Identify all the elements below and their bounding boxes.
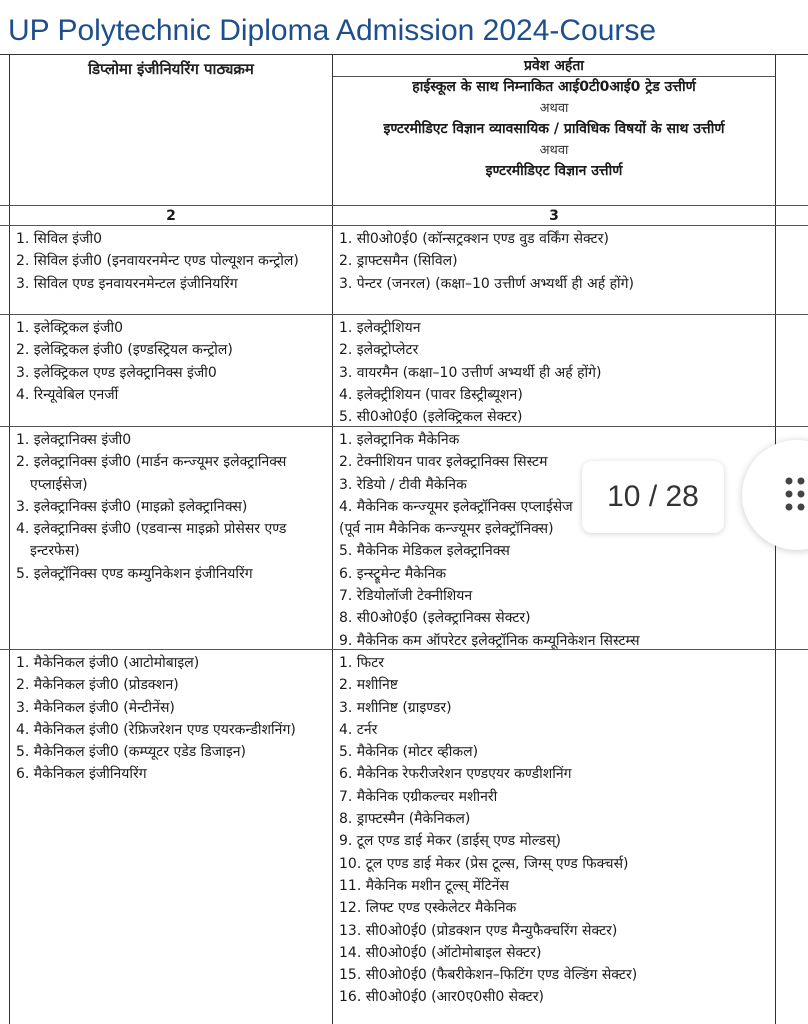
header-course-column: डिप्लोमा इंजीनियरिंग पाठ्यक्रम (10, 55, 333, 205)
eligibility-line-1: हाईस्कूल के साथ निम्नाकित आई0टी0आई0 ट्रेड उत्तीर्ण (412, 79, 696, 95)
or-label-2: अथवा (539, 143, 569, 158)
list-item: 3. इलेक्ट्रानिक्स इंजी0 (माइक्रो इलेक्ट्रानिक्स) (16, 498, 248, 515)
column-number-2: 2 (10, 206, 333, 225)
list-item: 6. मैकेनिक रेफरीजरेशन एण्डएयर कण्डीशनिंग (339, 766, 572, 783)
list-item: 4. रिन्यूवेबिल एनर्जी (16, 386, 119, 403)
list-item: 3. रेडियो / टीवी मैकेनिक (339, 476, 467, 493)
list-item: 1. इलेक्ट्रानिक मैकेनिक (339, 432, 460, 448)
list-item: 5. सी0ओ0ई0 (इलेक्ट्रिकल सेक्टर) (339, 409, 523, 426)
list-item: 2. मशीनिष्ट (339, 677, 398, 694)
list-item: 15. सी0ओ0ई0 (फैबरीकेशन–फिटिंग एण्ड वेल्डिंग सेक्टर) (339, 967, 638, 984)
table-row (0, 650, 808, 1024)
course-table (0, 54, 808, 1024)
list-item: 3. इलेक्ट्रिकल एण्ड इलेक्ट्रानिक्स इंजी0 (16, 364, 217, 381)
list-item: 5. मैकेनिक मेडिकल इलेक्ट्रानिक्स (339, 543, 510, 560)
list-item: 1. सिविल इंजी0 (16, 231, 103, 247)
list-item: 3. पेन्टर (जनरल) (कक्षा–10 उत्तीर्ण अभ्यर्थी ही अर्ह होंगे) (339, 275, 634, 292)
list-item: 3. सिविल एण्ड इनवायरनमेन्टल इंजीनियरिंग (16, 275, 238, 292)
trades-cell (333, 650, 776, 1024)
list-item: 4. मैकेनिक कन्ज्यूमर इलेक्ट्रॉनिक्स एप्लाईसेज (339, 498, 573, 515)
trades-cell (333, 226, 776, 314)
list-item: 9. मैकेनिक कम ऑपरेटर इलेक्ट्रॉनिक कम्यूनिकेशन सिस्टम्स (339, 632, 640, 649)
trades-cell (333, 315, 776, 426)
list-item: 2. इलेक्ट्रानिक्स इंजी0 (मार्डन कन्ज्यूमर इलेक्ट्रानिक्स एप्लाईसेज) (16, 454, 287, 493)
list-item: 5. मैकेनिक (मोटर व्हीकल) (339, 744, 479, 761)
list-item: 3. मशीनिष्ट (ग्राइण्डर) (339, 699, 452, 716)
table-header-row (0, 54, 808, 206)
list-item: 8. सी0ओ0ई0 (इलेक्ट्रानिक्स सेक्टर) (339, 610, 531, 627)
header-eligibility-column (333, 55, 776, 205)
courses-cell (10, 315, 333, 426)
list-item: 2. इलेक्ट्रिकल इंजी0 (इण्डस्ट्रियल कन्ट्रोल) (16, 342, 233, 359)
courses-cell (10, 650, 333, 1024)
table-row (0, 315, 808, 427)
eligibility-line-2: इण्टरमीडिएट विज्ञान व्यावसायिक / प्राविधिक विषयों के साथ उत्तीर्ण (383, 121, 725, 137)
list-item: 6. इन्स्ट्रूमेन्ट मैकेनिक (339, 565, 447, 582)
list-item: 7. मैकेनिक एग्रीकल्चर मशीनरी (339, 788, 498, 805)
list-item: 3. मैकेनिकल इंजी0 (मेन्टीनेंस) (16, 699, 175, 716)
list-item: 1. मैकेनिकल इंजी0 (आटोमोबाइल) (16, 655, 200, 671)
list-item: 1. इलेक्ट्रिकल इंजी0 (16, 320, 123, 336)
list-item: 14. सी0ओ0ई0 (ऑटोमोबाइल सेक्टर) (339, 944, 542, 961)
courses-cell (10, 427, 333, 649)
column-number-3: 3 (333, 206, 776, 225)
list-item: 1. सी0ओ0ई0 (कॉन्सट्रक्शन एण्ड वुड वर्किंग सेक्टर) (339, 231, 609, 247)
list-item: 1. फिटर (339, 655, 385, 671)
list-item: 4. इलेक्ट्रानिक्स इंजी0 (एडवान्स माइक्रो प्रोसेसर एण्ड इन्टरफेस) (16, 521, 287, 560)
list-item: 2. टेक्नीशियन पावर इलेक्ट्रानिक्स सिस्टम (339, 454, 548, 471)
eligibility-title: प्रवेश अर्हता (333, 55, 775, 77)
list-item: 2. इलेक्ट्रोप्लेटर (339, 342, 419, 359)
list-item: 4. इलेक्ट्रीशियन (पावर डिस्ट्रीब्यूशन) (339, 386, 523, 403)
grid-dots-icon (784, 476, 808, 512)
list-item: 6. मैकेनिकल इंजीनियरिंग (16, 766, 147, 783)
list-item: 10. टूल एण्ड डाई मेकर (प्रेस टूल्स, जिग्स् एण्ड फिक्चर्स) (339, 855, 629, 872)
page-title: UP Polytechnic Diploma Admission 2024-Course (8, 14, 657, 47)
list-item: 5. मैकेनिकल इंजी0 (कम्प्यूटर एडेड डिजाइन) (16, 744, 246, 761)
eligibility-line-3: इण्टरमीडिएट विज्ञान उत्तीर्ण (485, 163, 623, 179)
list-item: 16. सी0ओ0ई0 (आर0ए0सी0 सेक्टर) (339, 989, 545, 1006)
list-item: 2. सिविल इंजी0 (इनवायरनमेन्ट एण्ड पोल्यूशन कन्ट्रोल) (16, 253, 299, 270)
list-item: 1. इलेक्ट्रानिक्स इंजी0 (16, 432, 132, 448)
list-item: (पूर्व नाम मैकेनिक कन्ज्यूमर इलेक्ट्रॉनिक्स) (339, 521, 554, 538)
or-label-1: अथवा (539, 101, 569, 116)
list-item: 8. ड्राफ्टस्मैन (मैकेनिकल) (339, 811, 471, 828)
list-item: 3. वायरमैन (कक्षा–10 उत्तीर्ण अभ्यर्थी ही अर्ह होंगे) (339, 364, 602, 381)
list-item: 1. इलेक्ट्रीशियन (339, 320, 421, 336)
list-item: 9. टूल एण्ड डाई मेकर (डाईस् एण्ड मोल्डस्) (339, 833, 561, 850)
column-number-row (0, 206, 808, 226)
list-item: 4. टर्नर (339, 721, 378, 738)
courses-cell (10, 226, 333, 314)
list-item: 13. सी0ओ0ई0 (प्रोडक्शन एण्ड मैन्युफैक्चरिंग सेक्टर) (339, 922, 618, 939)
list-item: 2. मैकेनिकल इंजी0 (प्रोडक्शन) (16, 677, 179, 694)
list-item: 7. रेडियोलॉजी टेक्नीशियन (339, 588, 473, 605)
list-item: 4. मैकेनिकल इंजी0 (रेफ्रिजरेशन एण्ड एयरकन्डीशनिंग) (16, 721, 296, 738)
list-item: 11. मैकेनिक मशीन टूल्स् मेंटिनेंस (339, 877, 509, 894)
list-item: 2. ड्राफ्टसमैन (सिविल) (339, 253, 458, 270)
page-counter: 10 / 28 (582, 461, 724, 533)
list-item: 5. इलेक्ट्रॉनिक्स एण्ड कम्युनिकेशन इंजीनियरिंग (16, 565, 253, 582)
list-item: 12. लिफ्ट एण्ड एस्केलेटर मैकेनिक (339, 900, 517, 917)
table-row (0, 226, 808, 315)
